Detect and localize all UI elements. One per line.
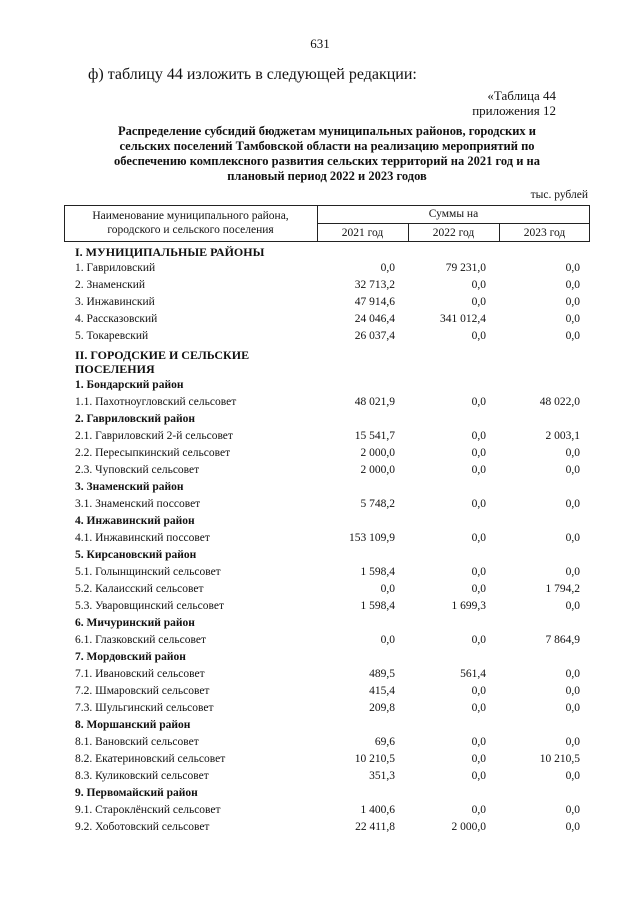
- value-2021: 0,0: [380, 583, 395, 595]
- row-heading: 4. Инжавинский район: [75, 515, 195, 527]
- value-2021: 22 411,8: [355, 821, 395, 833]
- district-heading-row: [64, 785, 590, 802]
- table-row: [64, 311, 590, 328]
- district-heading-row: [64, 411, 590, 428]
- value-2023: 0,0: [565, 313, 580, 325]
- value-2021: 5 748,2: [360, 498, 395, 510]
- header-sums-cell: Суммы на: [428, 208, 479, 220]
- value-2023: 0,0: [565, 464, 580, 476]
- value-2023: 0,0: [565, 279, 580, 291]
- header-bottom-border: [64, 241, 590, 242]
- units-label: тыс. рублей: [530, 189, 588, 201]
- header-name-cell: [64, 209, 317, 237]
- page-number: 631: [310, 36, 330, 51]
- row-name: 2.1. Гавриловский 2-й сельсовет: [75, 430, 233, 442]
- district-heading-row: [64, 649, 590, 666]
- value-2021: 1 598,4: [360, 600, 395, 612]
- header-year-2023: 2023 год: [523, 227, 566, 239]
- value-2021: 24 046,4: [354, 313, 395, 325]
- value-2021: 69,6: [374, 736, 395, 748]
- value-2023: 0,0: [565, 702, 580, 714]
- district-heading-row: [64, 717, 590, 734]
- caption-line: «Таблица 44: [487, 88, 556, 103]
- value-2021: 1 598,4: [360, 566, 395, 578]
- row-heading: 6. Мичуринский район: [75, 617, 195, 629]
- table-row: [64, 632, 590, 649]
- row-heading: 3. Знаменский район: [75, 481, 184, 493]
- row-name: 3. Инжавинский: [75, 296, 155, 308]
- value-2023: 48 022,0: [539, 396, 580, 408]
- value-2022: 0,0: [471, 634, 486, 646]
- value-2021: 10 210,5: [354, 753, 395, 765]
- table-row: [64, 683, 590, 700]
- value-2022: 0,0: [471, 396, 486, 408]
- header-name-line: городского и сельского поселения: [107, 224, 274, 236]
- row-name: 1. Гавриловский: [75, 262, 156, 274]
- row-heading: 9. Первомайский район: [75, 787, 198, 799]
- section-heading-row: [64, 361, 590, 377]
- row-name: 2.3. Чуповский сельсовет: [75, 464, 200, 476]
- value-2022: 79 231,0: [445, 262, 486, 274]
- value-2023: 2 003,1: [545, 430, 580, 442]
- value-2023: 0,0: [565, 821, 580, 833]
- table-row: [64, 819, 590, 836]
- table-row: [64, 445, 590, 462]
- document-title: [96, 124, 558, 184]
- row-heading: I. МУНИЦИПАЛЬНЫЕ РАЙОНЫ: [75, 245, 265, 259]
- header-year-2021: 2021 год: [341, 227, 384, 239]
- value-2021: 26 037,4: [354, 330, 395, 342]
- value-2021: 1 400,6: [360, 804, 395, 816]
- value-2023: 0,0: [565, 296, 580, 308]
- row-heading: 5. Кирсановский район: [75, 549, 197, 561]
- row-name: 7.3. Шульгинский сельсовет: [75, 702, 214, 714]
- value-2023: 0,0: [565, 770, 580, 782]
- value-2021: 2 000,0: [360, 464, 395, 476]
- table-row: [64, 734, 590, 751]
- row-name: 6.1. Глазковский сельсовет: [75, 634, 206, 646]
- value-2022: 0,0: [471, 430, 486, 442]
- value-2023: 1 794,2: [545, 583, 580, 595]
- value-2021: 489,5: [369, 668, 395, 680]
- value-2021: 0,0: [380, 634, 395, 646]
- value-2022: 341 012,4: [440, 313, 486, 325]
- table-row: [64, 294, 590, 311]
- value-2023: 7 864,9: [545, 634, 580, 646]
- row-name: 9.2. Хоботовский сельсовет: [75, 821, 210, 833]
- table-row: [64, 260, 590, 277]
- row-name: 1.1. Пахотноугловский сельсовет: [75, 396, 237, 408]
- intro-text: ф) таблицу 44 изложить в следующей редакции:: [88, 66, 417, 83]
- value-2021: 209,8: [369, 702, 395, 714]
- row-name: 4.1. Инжавинский поссовет: [75, 532, 210, 544]
- value-2022: 2 000,0: [451, 821, 486, 833]
- table-row: [64, 428, 590, 445]
- value-2023: 0,0: [565, 736, 580, 748]
- value-2022: 1 699,3: [451, 600, 486, 612]
- value-2022: 561,4: [460, 668, 486, 680]
- table-row: [64, 581, 590, 598]
- value-2023: 0,0: [565, 685, 580, 697]
- row-name: 8.2. Екатериновский сельсовет: [75, 753, 226, 765]
- value-2021: 47 914,6: [354, 296, 395, 308]
- table-caption: [472, 88, 556, 118]
- value-2023: 0,0: [565, 447, 580, 459]
- table-body: [64, 244, 590, 836]
- header-mid-border: [317, 223, 590, 224]
- value-2022: 0,0: [471, 804, 486, 816]
- value-2021: 48 021,9: [354, 396, 395, 408]
- row-name: 5. Токаревский: [75, 330, 149, 342]
- value-2023: 0,0: [565, 532, 580, 544]
- value-2022: 0,0: [471, 753, 486, 765]
- value-2022: 0,0: [471, 736, 486, 748]
- value-2023: 0,0: [565, 498, 580, 510]
- district-heading-row: [64, 513, 590, 530]
- value-2021: 2 000,0: [360, 447, 395, 459]
- row-name: 5.1. Голынщинский сельсовет: [75, 566, 221, 578]
- row-heading: ПОСЕЛЕНИЯ: [75, 362, 155, 376]
- caption-line: приложения 12: [472, 103, 556, 118]
- value-2022: 0,0: [471, 532, 486, 544]
- title-line: сельских поселений Тамбовской области на реализацию мероприятий по: [119, 139, 535, 153]
- row-name: 9.1. Староклёнский сельсовет: [75, 804, 221, 816]
- value-2021: 15 541,7: [354, 430, 395, 442]
- table-row: [64, 598, 590, 615]
- section-heading-row: [64, 244, 590, 260]
- value-2023: 0,0: [565, 330, 580, 342]
- table-row: [64, 751, 590, 768]
- value-2022: 0,0: [471, 498, 486, 510]
- row-heading: 7. Мордовский район: [75, 651, 186, 663]
- row-heading: 8. Моршанский район: [75, 719, 191, 731]
- row-heading: II. ГОРОДСКИЕ И СЕЛЬСКИЕ: [75, 348, 250, 362]
- header-top-border: [64, 205, 590, 206]
- value-2023: 10 210,5: [539, 753, 580, 765]
- row-name: 8.3. Куликовский сельсовет: [75, 770, 209, 782]
- row-name: 8.1. Вановский сельсовет: [75, 736, 199, 748]
- value-2022: 0,0: [471, 464, 486, 476]
- header-name-line: Наименование муниципального района,: [92, 210, 289, 222]
- value-2023: 0,0: [565, 262, 580, 274]
- value-2021: 0,0: [380, 262, 395, 274]
- title-line: Распределение субсидий бюджетам муниципальных районов, городских и: [117, 124, 537, 138]
- district-heading-row: [64, 377, 590, 394]
- value-2022: 0,0: [471, 447, 486, 459]
- value-2021: 351,3: [369, 770, 395, 782]
- table-row: [64, 462, 590, 479]
- district-heading-row: [64, 615, 590, 632]
- value-2022: 0,0: [471, 702, 486, 714]
- table-row: [64, 328, 590, 347]
- row-name: 5.2. Калаисский сельсовет: [75, 583, 204, 595]
- row-heading: 1. Бондарский район: [75, 379, 184, 391]
- value-2022: 0,0: [471, 770, 486, 782]
- table-row: [64, 564, 590, 581]
- title-line: обеспечению комплексного развития сельских территорий на 2021 год и на: [114, 154, 540, 168]
- value-2022: 0,0: [471, 685, 486, 697]
- value-2022: 0,0: [471, 296, 486, 308]
- table-row: [64, 768, 590, 785]
- value-2022: 0,0: [471, 583, 486, 595]
- section-heading-row: [64, 347, 590, 361]
- value-2022: 0,0: [471, 330, 486, 342]
- row-name: 2.2. Пересыпкинский сельсовет: [75, 447, 231, 459]
- header-year-2022: 2022 год: [432, 227, 475, 239]
- table-header: [64, 205, 590, 242]
- district-heading-row: [64, 547, 590, 564]
- row-name: 2. Знаменский: [75, 279, 146, 291]
- row-name: 5.3. Уваровщинский сельсовет: [75, 600, 225, 612]
- value-2023: 0,0: [565, 668, 580, 680]
- value-2023: 0,0: [565, 566, 580, 578]
- row-name: 4. Рассказовский: [75, 313, 158, 325]
- table-row: [64, 277, 590, 294]
- title-line: плановый период 2022 и 2023 годов: [227, 169, 427, 183]
- value-2023: 0,0: [565, 600, 580, 612]
- table-row: [64, 802, 590, 819]
- value-2022: 0,0: [471, 566, 486, 578]
- value-2022: 0,0: [471, 279, 486, 291]
- value-2021: 32 713,2: [354, 279, 395, 291]
- table-row: [64, 530, 590, 547]
- table-row: [64, 496, 590, 513]
- table-row: [64, 700, 590, 717]
- row-name: 7.2. Шмаровский сельсовет: [75, 685, 210, 697]
- value-2021: 153 109,9: [349, 532, 395, 544]
- value-2021: 415,4: [369, 685, 395, 697]
- row-heading: 2. Гавриловский район: [75, 413, 196, 425]
- table-row: [64, 394, 590, 411]
- district-heading-row: [64, 479, 590, 496]
- row-name: 3.1. Знаменский поссовет: [75, 498, 201, 510]
- value-2023: 0,0: [565, 804, 580, 816]
- table-row: [64, 666, 590, 683]
- row-name: 7.1. Ивановский сельсовет: [75, 668, 205, 680]
